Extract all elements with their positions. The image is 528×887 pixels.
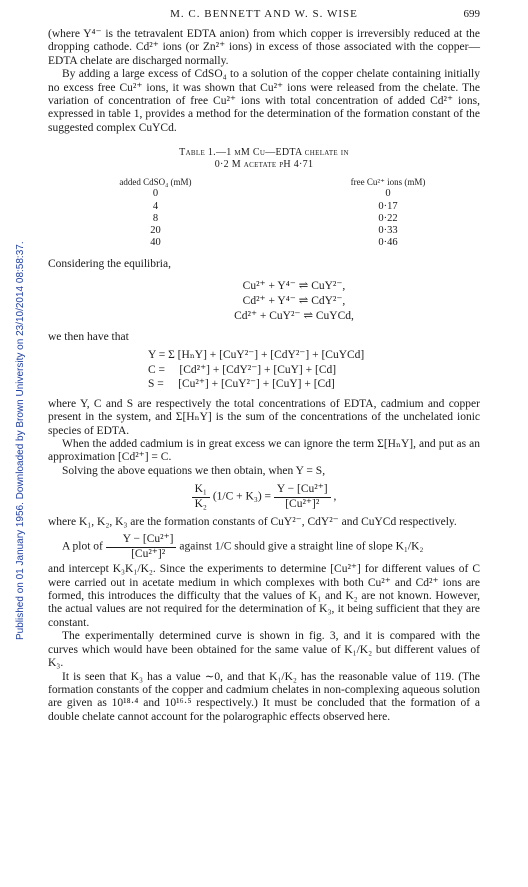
column-header-added: added CdSO₄ (mM) [119,177,192,188]
equilibrium-3: Cd²⁺ + CuY²⁻ ⇌ CuYCd, [234,309,354,322]
table-caption-line-2: 0·2 M acetate pH 4·71 [214,159,314,171]
column-header-free: free Cu²⁺ ions (mM) [350,177,426,188]
have-that-line: we then have that [48,330,129,343]
paragraph-8: The experimentally determined curve is shown in fig. 3, and it is compared with the curves which would have been obtained for the same value of K₁/K₂ but different values of K₃. [48,630,480,670]
equation-s: S = [Cu²⁺] + [CuY²⁻] + [CuY] + [Cd] [148,378,335,391]
table-cell-added: 8 [152,212,159,224]
paragraph-5: Solving the above equations we then obtain, when Y = S, [62,464,326,477]
table-caption [48,147,480,171]
running-title: M. C. BENNETT AND W. S. WISE [170,8,358,20]
table-row [48,237,480,249]
table-cell-added: 4 [152,200,159,212]
table-row [48,213,480,225]
equation-trail: , [333,490,337,503]
equation-c: C = [Cd²⁺] + [CdY²⁻] + [CuY] + [Cd] [148,363,337,376]
table-row [48,201,480,213]
table-cell-added: 40 [150,237,161,249]
equilibria-block [48,279,480,324]
equilibrium-1: Cu²⁺ + Y⁴⁻ ⇌ CuY²⁻, [242,279,346,292]
rhs-fraction [274,483,331,511]
paragraph-3: where Y, C and S are respectively the total concentrations of EDTA, cadmium and copper present in the system, and Σ[HₙY] is the sum of the concentrations of the unchelated ionic species of EDTA. [48,397,480,437]
plot-sentence [48,533,480,561]
watermark-text: Published on 01 January 1956. Downloaded by Brown University on 23/10/2014 08:58:37. [15,241,26,640]
download-watermark [3,20,26,660]
table-cell-free: 0 [385,188,391,200]
main-equation [48,483,480,511]
equation-y: Y = Σ [HₙY] + [CuY²⁻] + [CdY²⁻] + [CuYCd] [148,349,365,362]
article-body [48,28,480,724]
table-cell-added: 0 [152,188,159,200]
table-row [48,225,480,237]
lhs-rest: (1/C + K₃) = [212,490,272,503]
table-cell-free: 0·33 [378,225,398,237]
frac-denominator: [Cu²⁺]² [285,497,320,510]
table-row [48,188,480,200]
table-caption-line-1: Table 1.—1 mM Cu—EDTA chelate in [179,147,349,159]
paragraph-7: and intercept K₃K₁/K₂. Since the experiments to determine [Cu²⁺] for different values of C were carried out in acetate medium in which complexes with both Cu²⁺ and Cd²⁺ ions are formed, this introduces the difficulty that the values of K₁ and K₂ are not known. However, the actual values are not required for the determination of K₃, it being sufficient that they are constant. [48,563,480,629]
plot-tail: against 1/C should give a straight line of slope K₁/K₂ [179,540,424,553]
table-cell-free: 0·46 [378,237,398,249]
page-number: 699 [463,8,480,20]
paragraph-2: By adding a large excess of CdSO₄ to a solution of the copper chelate containing initially no excess free Cu²⁺ ions, it was shown that Cu²⁺ ions were released from the chelate. The variation of concentration of free Cu²⁺ ions with total concentration of added Cd²⁺ ions, expressed in table 1, provides a method for the determination of the formation constant of the suggested complex CuYCd. [48,68,480,134]
frac-numerator: Y − [Cu²⁺] [106,533,177,547]
plot-lead: A plot of [62,540,103,553]
frac-denominator: K₂ [194,497,207,510]
running-header [48,6,480,24]
frac-denominator: [Cu²⁺]² [131,547,166,560]
paragraph-6: where K₁, K₂, K₃ are the formation constants of CuY²⁻, CdY²⁻ and CuYCd respectively. [48,516,457,529]
table-cell-free: 0·22 [378,212,398,224]
paragraph-4: When the added cadmium is in great excess we can ignore the term Σ[HₙY], and put as an approximation [Cd²⁺] = C. [48,438,480,464]
equation-system [148,348,480,392]
table-1 [48,176,480,249]
frac-numerator: Y − [Cu²⁺] [274,483,331,497]
table-cell-free: 0·17 [378,200,398,212]
frac-numerator: K₁ [192,483,210,497]
equilibria-intro: Considering the equilibria, [48,258,171,271]
paragraph-9: It is seen that K₃ has a value ∼0, and that K₁/K₂ has the reasonable value of 119. (The formation constants of the copper and cadmium chelates in non-complexing aqueous solution are given as 10¹⁸·⁴ and 10¹⁶·⁵ respectively.) It must be concluded that the formation of a double chelate cannot account for the polarographic effects observed here. [48,670,480,723]
equilibrium-2: Cd²⁺ + Y⁴⁻ ⇌ CdY²⁻, [242,294,346,307]
table-header-row [48,176,480,188]
k1-over-k2 [192,483,210,511]
plot-fraction [106,533,177,561]
paragraph-1: (where Y⁴⁻ is the tetravalent EDTA anion) from which copper is irreversibly reduced at the dropping cathode. Cd²⁺ ions (or Zn²⁺ ions) in excess of those associated with the copper—EDTA chelate are discharged normally. [48,28,480,67]
table-cell-added: 20 [150,225,161,237]
